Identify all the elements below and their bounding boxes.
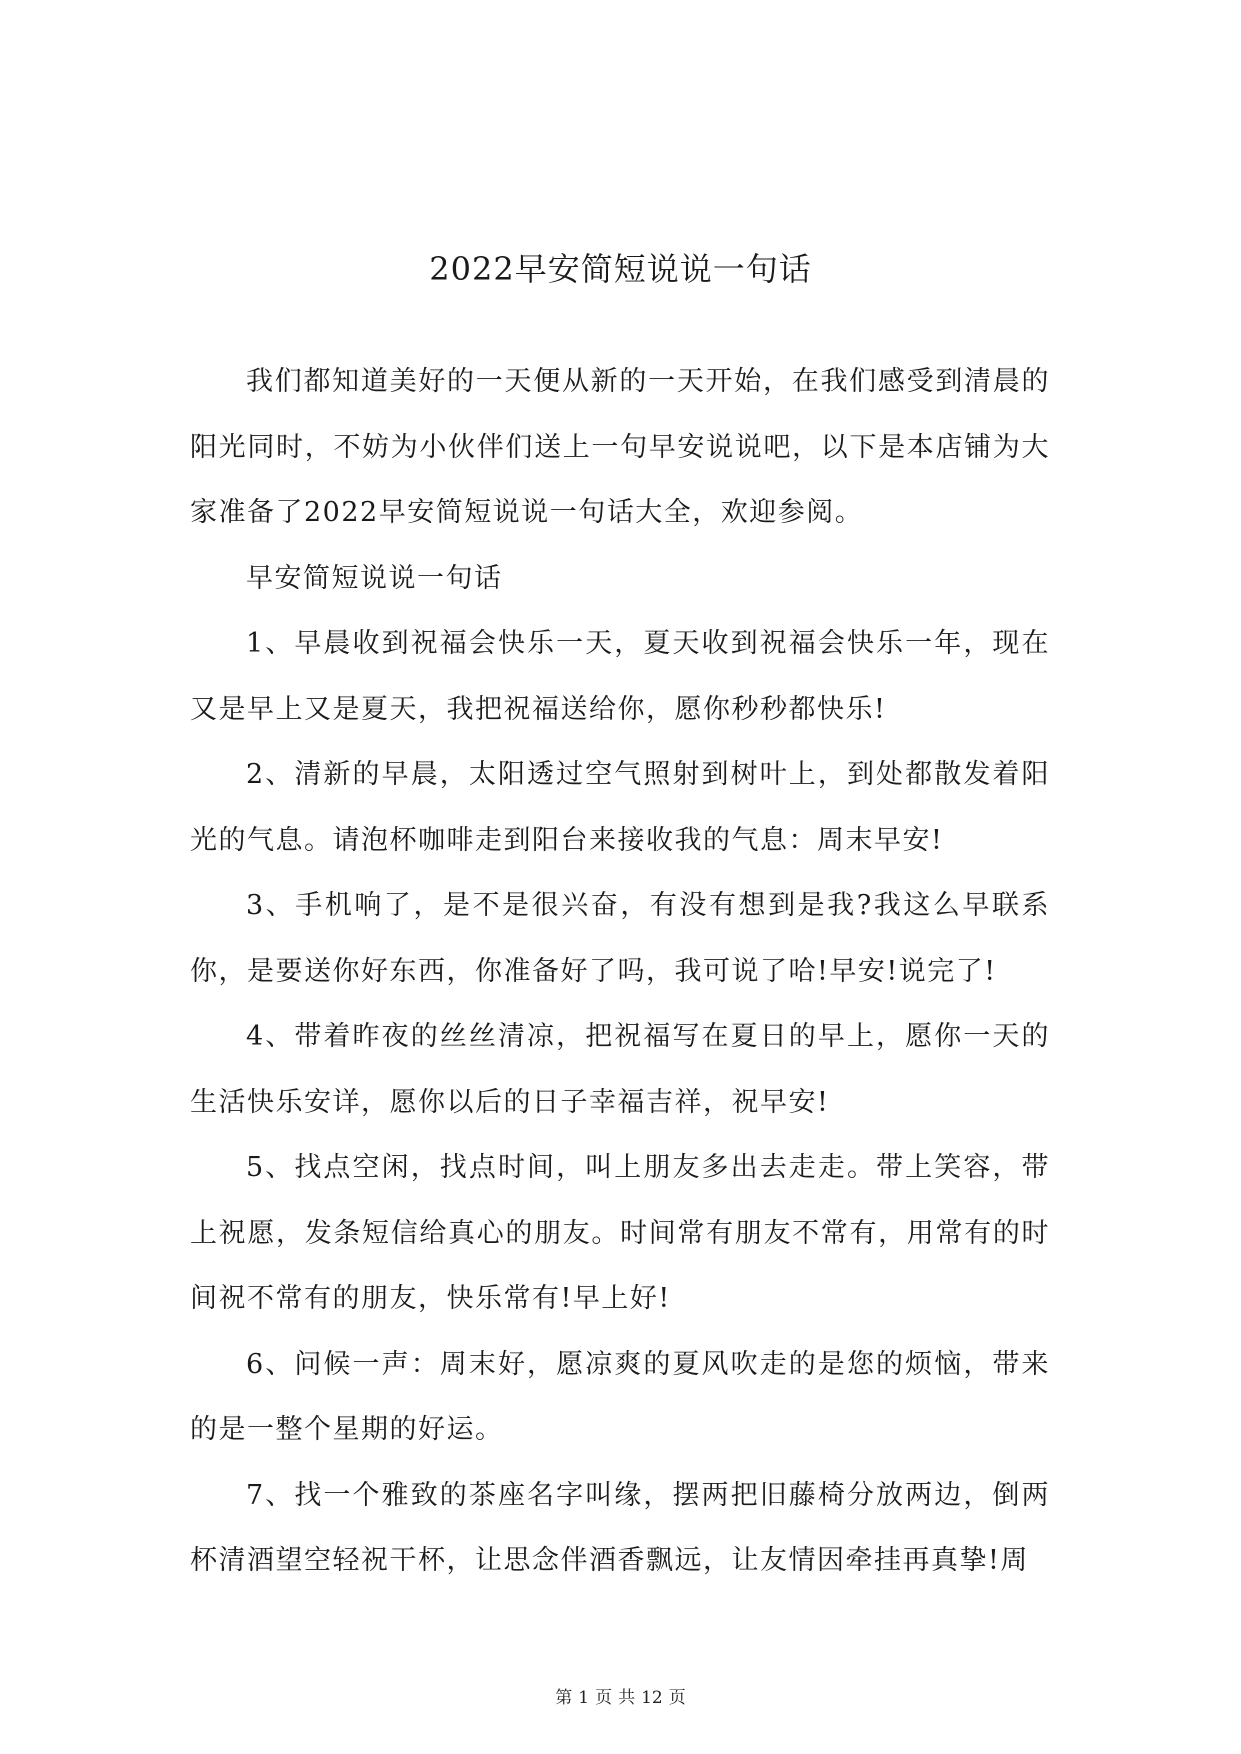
page-footer xyxy=(0,1686,1241,1710)
list-item: 3、手机响了，是不是很兴奋，有没有想到是我?我这么早联系你，是要送你好东西，你准备好了吗，我可说了哈!早安!说完了! xyxy=(190,890,1050,987)
footer-total-pages: 12 xyxy=(641,1688,663,1708)
footer-current-page: 1 xyxy=(578,1688,590,1708)
list-item: 4、带着昨夜的丝丝清凉，把祝福写在夏日的早上，愿你一天的生活快乐安详，愿你以后的日子幸福吉祥，祝早安! xyxy=(190,1021,1050,1118)
list-item: 5、找点空闲，找点时间，叫上朋友多出去走走。带上笑容，带上祝愿，发条短信给真心的朋友。时间常有朋友不常有，用常有的时间祝不常有的朋友，快乐常有!早上好! xyxy=(190,1152,1050,1314)
footer-suffix: 页 xyxy=(668,1688,686,1708)
document-body xyxy=(190,349,1050,1594)
list-item: 7、找一个雅致的茶座名字叫缘，摆两把旧藤椅分放两边，倒两杯清酒望空轻祝干杯，让思念伴酒香飘远，让友情因牵挂再真挚!周 xyxy=(190,1479,1050,1576)
list-item: 2、清新的早晨，太阳透过空气照射到树叶上，到处都散发着阳光的气息。请泡杯咖啡走到阳台来接收我的气息：周末早安! xyxy=(190,759,1050,856)
list-item: 1、早晨收到祝福会快乐一天，夏天收到祝福会快乐一年，现在又是早上又是夏天，我把祝福送给你，愿你秒秒都快乐! xyxy=(190,628,1050,725)
list-item: 6、问候一声：周末好，愿凉爽的夏风吹走的是您的烦恼，带来的是一整个星期的好运。 xyxy=(190,1348,1050,1445)
footer-page-word: 页 xyxy=(595,1688,613,1708)
footer-total-prefix: 共 xyxy=(618,1688,636,1708)
intro-paragraph: 我们都知道美好的一天便从新的一天开始，在我们感受到清晨的阳光同时，不妨为小伙伴们送上一句早安说说吧，以下是本店铺为大家准备了2022早安简短说说一句话大全，欢迎参阅。 xyxy=(190,366,1050,528)
footer-prefix: 第 xyxy=(555,1688,573,1708)
section-heading: 早安简短说说一句话 xyxy=(246,562,503,594)
document-title: 2022早安简短说说一句话 xyxy=(429,250,812,289)
